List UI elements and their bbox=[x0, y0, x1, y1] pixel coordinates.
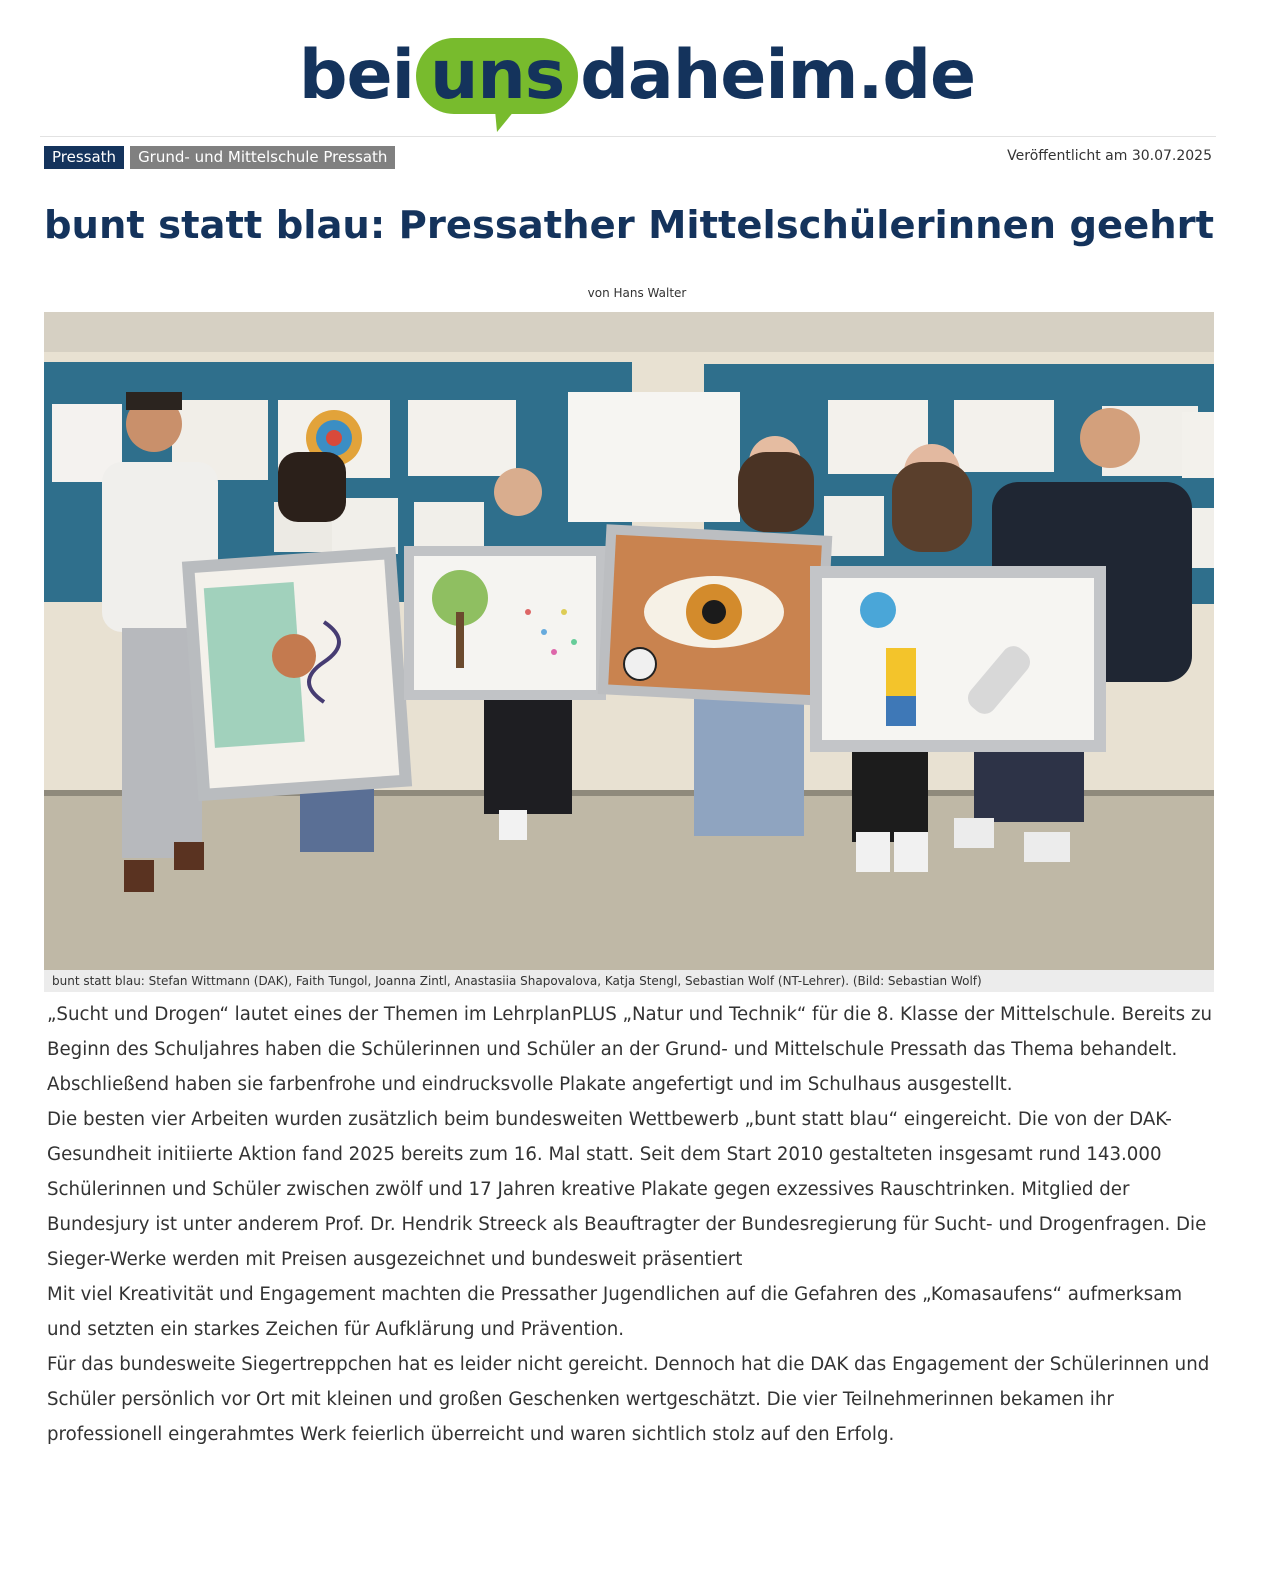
photo-caption: bunt statt blau: Stefan Wittmann (DAK), Faith Tungol, Joanna Zintl, Anastasiia Shapovalova, Katja Stengl, Sebastian Wolf (NT-Lehrer). (Bild: Sebastian Wolf) bbox=[44, 970, 1214, 992]
paragraph: „Sucht und Drogen“ lautet eines der Themen im LehrplanPLUS „Natur und Technik“ für die 8. Klasse der Mittelschule. Bereits zu Beginn des Schuljahres haben die Schülerinnen und Schüler an der Grund- und Mittelschule Pressath das Thema behandelt. Abschließend haben sie farbenfrohe und eindrucksvolle Plakate angefertigt und im Schulhaus ausgestellt. bbox=[47, 1004, 1213, 1095]
tag-location[interactable]: Pressath bbox=[44, 146, 124, 169]
paragraph: Für das bundesweite Siegertreppchen hat es leider nicht gereicht. Dennoch hat die DAK das Engagement der Schülerinnen und Schüler persönlich vor Ort mit kleinen und großen Geschenken wertgeschätzt. Die vier Teilnehmerinnen bekamen ihr professionell eingerahmtes Werk feierlich überreicht und waren sichtlich stolz auf den Erfolg. bbox=[47, 1354, 1210, 1445]
logo-text-daheim: daheim.de bbox=[580, 36, 976, 115]
publish-date: Veröffentlicht am 30.07.2025 bbox=[1007, 148, 1212, 164]
logo-text-bei: bei bbox=[298, 36, 414, 115]
article-photo[interactable] bbox=[44, 312, 1214, 970]
author-byline: von Hans Walter bbox=[587, 286, 687, 300]
logo-text-uns: uns bbox=[429, 36, 565, 115]
site-logo[interactable] bbox=[0, 36, 1274, 116]
article-body bbox=[47, 997, 1217, 1452]
tag-school[interactable]: Grund- und Mittelschule Pressath bbox=[130, 146, 395, 169]
category-tags bbox=[44, 146, 395, 169]
paragraph: Mit viel Kreativität und Engagement machten die Pressather Jugendlichen auf die Gefahren des „Komasaufens“ aufmerksam und setzten ein starkes Zeichen für Aufklärung und Prävention. bbox=[47, 1284, 1183, 1340]
header-divider bbox=[40, 136, 1216, 137]
paragraph: Die besten vier Arbeiten wurden zusätzlich beim bundesweiten Wettbewerb „bunt statt blau“ eingereicht. Die von der DAK-Gesundheit initiierte Aktion fand 2025 bereits zum 16. Mal statt. Seit dem Start 2010 gestalteten insgesamt rund 143.000 Schülerinnen und Schüler zwischen zwölf und 17 Jahren kreative Plakate gegen exzessives Rauschtrinken. Mitglied der Bundesjury ist unter anderem Prof. Dr. Hendrik Streeck als Beauftragter der Bundesregierung für Sucht- und Drogenfragen. Die Sieger-Werke werden mit Preisen ausgezeichnet und bundesweit präsentiert bbox=[47, 1109, 1207, 1270]
article-title: bunt statt blau: Pressather Mittelschülerinnen geehrt bbox=[44, 203, 1215, 248]
logo-speech-bubble bbox=[416, 38, 578, 114]
